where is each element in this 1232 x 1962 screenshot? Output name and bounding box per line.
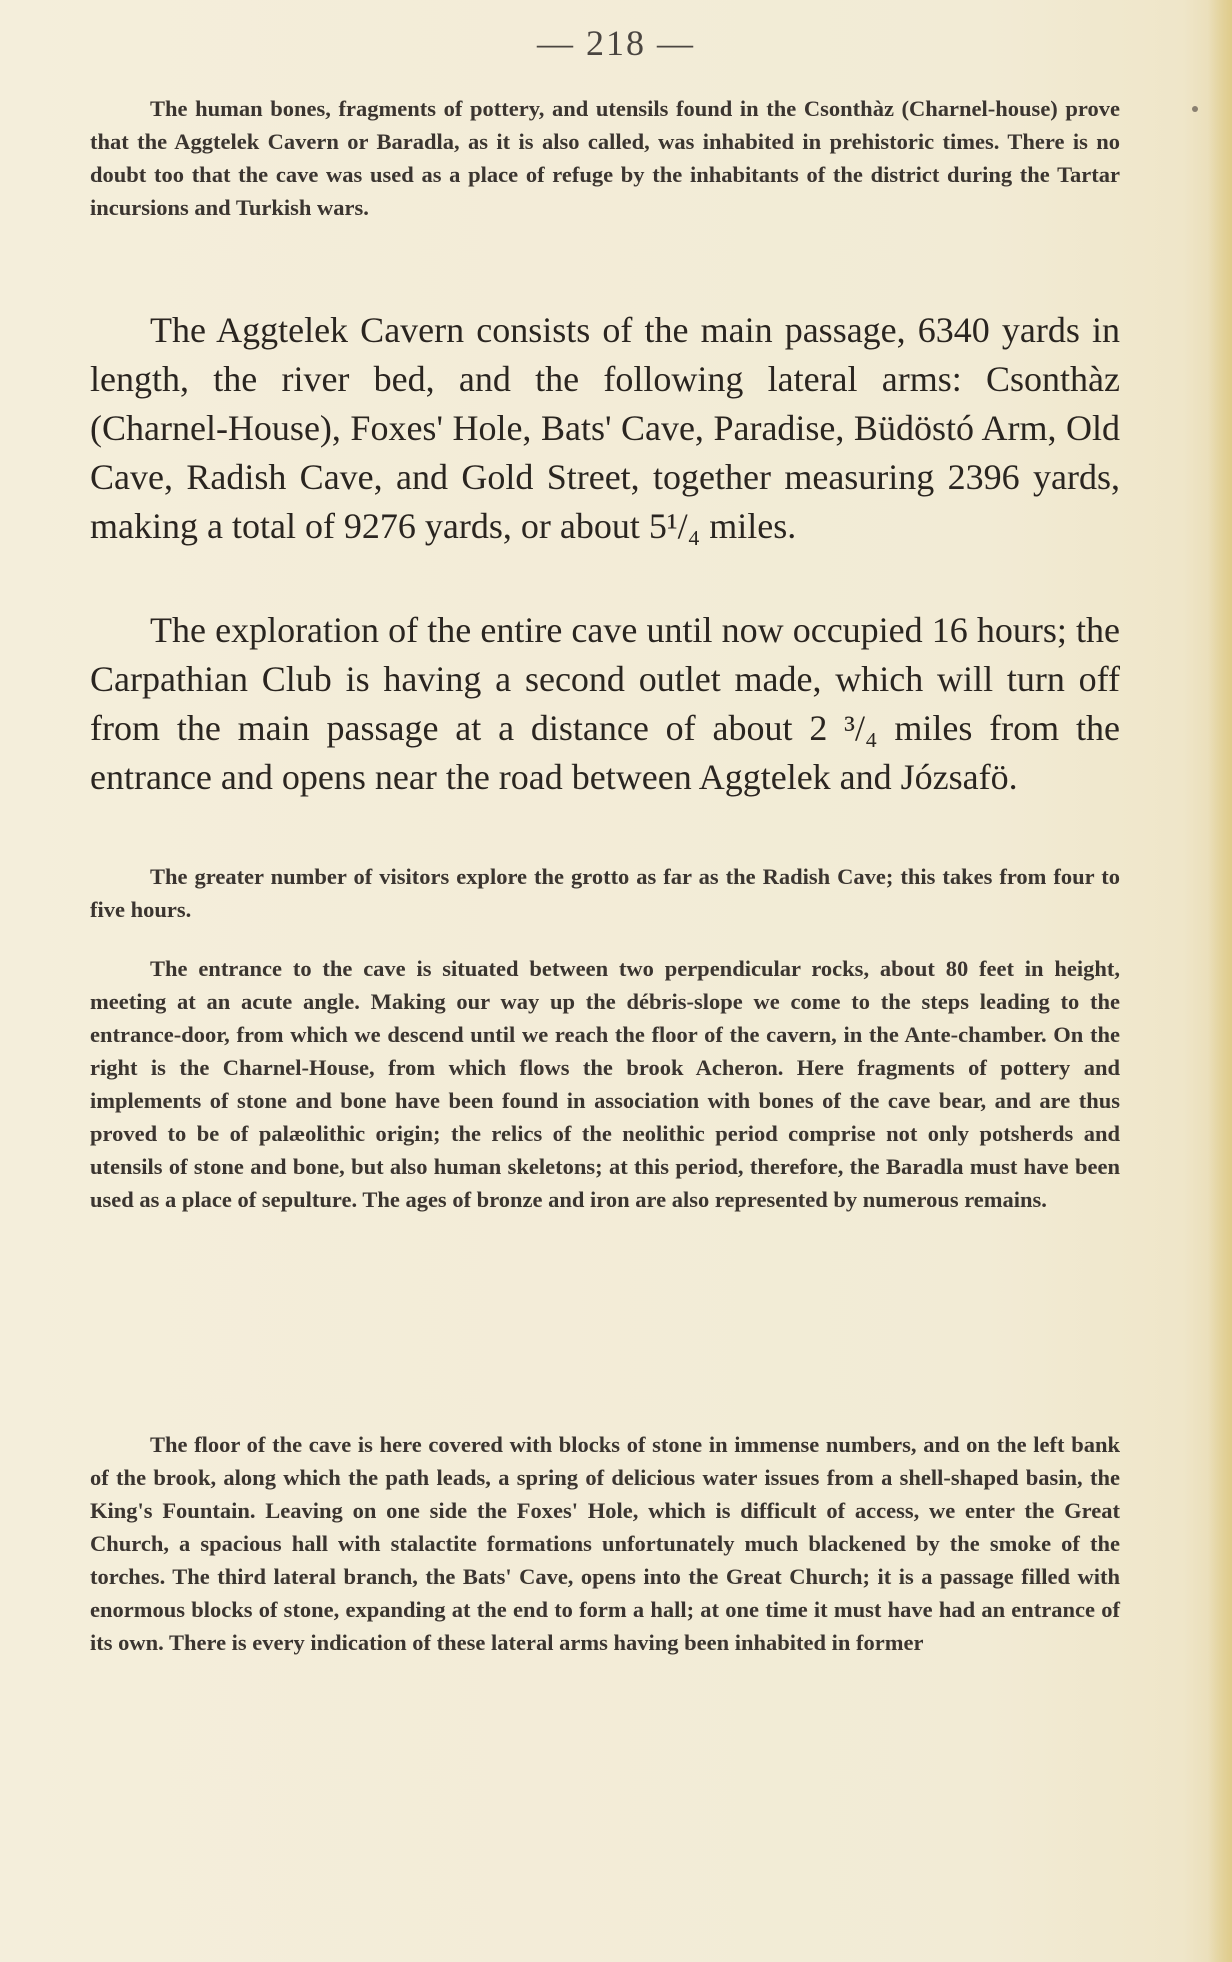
- paragraph-cavern-extent: The Aggtelek Cavern consists of the main passage, 6340 yards in length, the river bed, and the following lateral arms: Csonthàz (Charnel-House), Foxes' Hole, Bats' Cave, Paradise, Büdöstó Arm, Old Cave, Radish Cave, and Gold Street, together measuring 2396 yards, making a total of 9276 yards, or about 5¹/₄ miles.: [90, 310, 1120, 546]
- text-block-floor: [90, 1428, 1120, 1659]
- page-number: — 218 —: [537, 23, 695, 63]
- text-block-entrance: [90, 952, 1120, 1216]
- text-block-visitors: [90, 860, 1120, 926]
- paragraph-floor: The floor of the cave is here covered with blocks of stone in immense numbers, and on the left bank of the brook, along which the path leads, a spring of delicious water issues from a shell-shaped basin, the King's Fountain. Leaving on one side the Foxes' Hole, which is difficult of access, we enter the Great Church, a spacious hall with stalactite formations unfortunately much blackened by the smoke of the torches. The third lateral branch, the Bats' Cave, opens into the Great Church; it is a passage filled with enormous blocks of stone, expanding at the end to form a hall; at one time it must have had an entrance of its own. There is every indication of these lateral arms having been inhabited in former: [90, 1432, 1120, 1655]
- text-block-cavern-extent: [90, 306, 1120, 551]
- text-block-intro: [90, 92, 1120, 224]
- text-block-exploration: [90, 606, 1120, 802]
- page-edge-shadow: [1208, 0, 1232, 1962]
- paragraph-exploration: The exploration of the entire cave until now occupied 16 hours; the Carpathian Club is having a second outlet made, which will turn off from the main passage at a distance of about 2 ³/₄ miles from the entrance and opens near the road between Aggtelek and Józsafö.: [90, 610, 1120, 797]
- stray-ink-mark: [1192, 106, 1198, 112]
- paragraph-prehistoric: The human bones, fragments of pottery, and utensils found in the Csonthàz (Charnel-house) prove that the Aggtelek Cavern or Baradla, as it is also called, was inhabited in prehistoric times. There is no doubt too that the cave was used as a place of refuge by the inhabitants of the district during the Tartar incursions and Turkish wars.: [90, 96, 1120, 220]
- paragraph-visitors: The greater number of visitors explore the grotto as far as the Radish Cave; this takes from four to five hours.: [90, 864, 1120, 922]
- paragraph-entrance: The entrance to the cave is situated between two perpendicular rocks, about 80 feet in height, meeting at an acute angle. Making our way up the débris-slope we come to the steps leading to the entrance-door, from which we descend until we reach the floor of the cavern, in the Ante-chamber. On the right is the Charnel-House, from which flows the brook Acheron. Here fragments of pottery and implements of stone and bone have been found in association with bones of the cave bear, and are thus proved to be of palæolithic origin; the relics of the neolithic period comprise not only potsherds and utensils of stone and bone, but also human skeletons; at this period, therefore, the Baradla must have been used as a place of sepulture. The ages of bronze and iron are also represented by numerous remains.: [90, 956, 1120, 1212]
